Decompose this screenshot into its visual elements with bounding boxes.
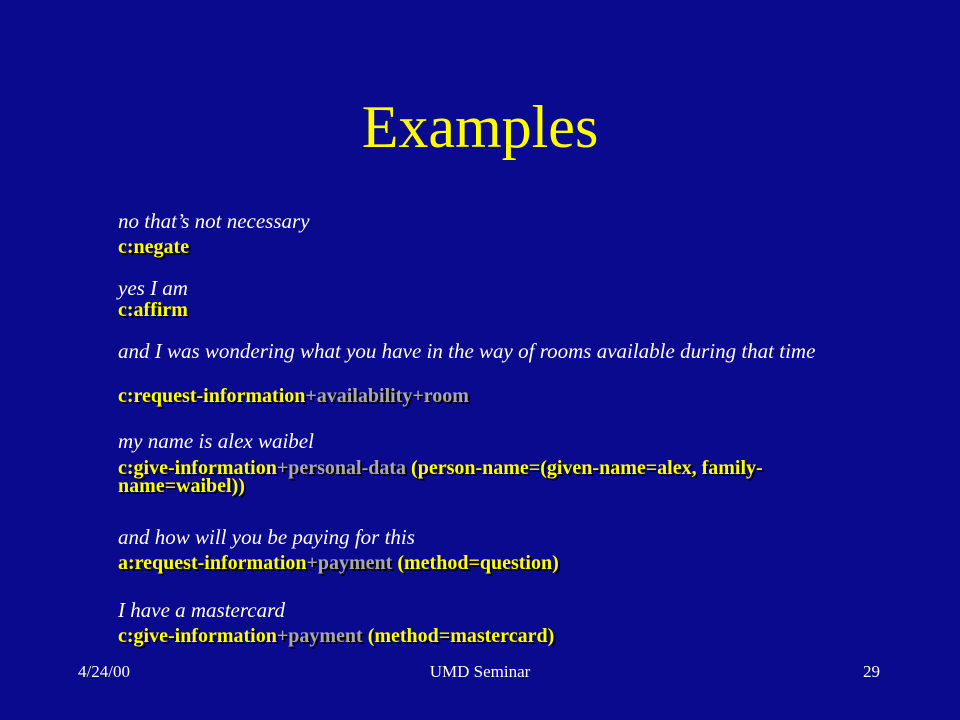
label-3-intent: c:request-information xyxy=(118,385,306,407)
label-1-intent: c:negate xyxy=(118,236,190,258)
footer-page-number: 29 xyxy=(863,662,880,681)
label-4-concepts: +personal-data xyxy=(276,457,407,479)
utterance-1: no that’s not necessary xyxy=(118,209,310,233)
label-5 xyxy=(118,554,878,572)
label-4-arguments: (person-name=(given-name=alex, family-name=waibel)) xyxy=(118,457,763,497)
label-5-arguments: (method=question) xyxy=(392,552,559,574)
utterance-3: and I was wondering what you have in the way of rooms available during that time xyxy=(118,339,816,363)
utterance-5: and how will you be paying for this xyxy=(118,525,415,549)
label-1 xyxy=(118,238,878,256)
footer-title: UMD Seminar xyxy=(429,662,531,681)
label-6-concepts: +payment xyxy=(276,625,363,647)
label-2 xyxy=(118,301,878,319)
label-6 xyxy=(118,627,878,645)
label-6-intent: c:give-information xyxy=(118,625,277,647)
label-6-arguments: (method=mastercard) xyxy=(362,625,555,647)
label-4 xyxy=(118,459,878,495)
label-3-concepts: +availability+room xyxy=(305,385,469,407)
footer-date: 4/24/00 xyxy=(78,662,130,681)
label-3 xyxy=(118,387,878,405)
label-5-intent: a:request-information xyxy=(118,552,307,574)
label-4-intent: c:give-information xyxy=(118,457,277,479)
utterance-2: yes I am xyxy=(118,276,188,300)
slide-title: Examples xyxy=(361,94,599,160)
label-5-concepts: +payment xyxy=(306,552,393,574)
label-2-intent: c:affirm xyxy=(118,299,188,321)
utterance-6: I have a mastercard xyxy=(118,598,285,622)
utterance-4: my name is alex waibel xyxy=(118,429,314,453)
